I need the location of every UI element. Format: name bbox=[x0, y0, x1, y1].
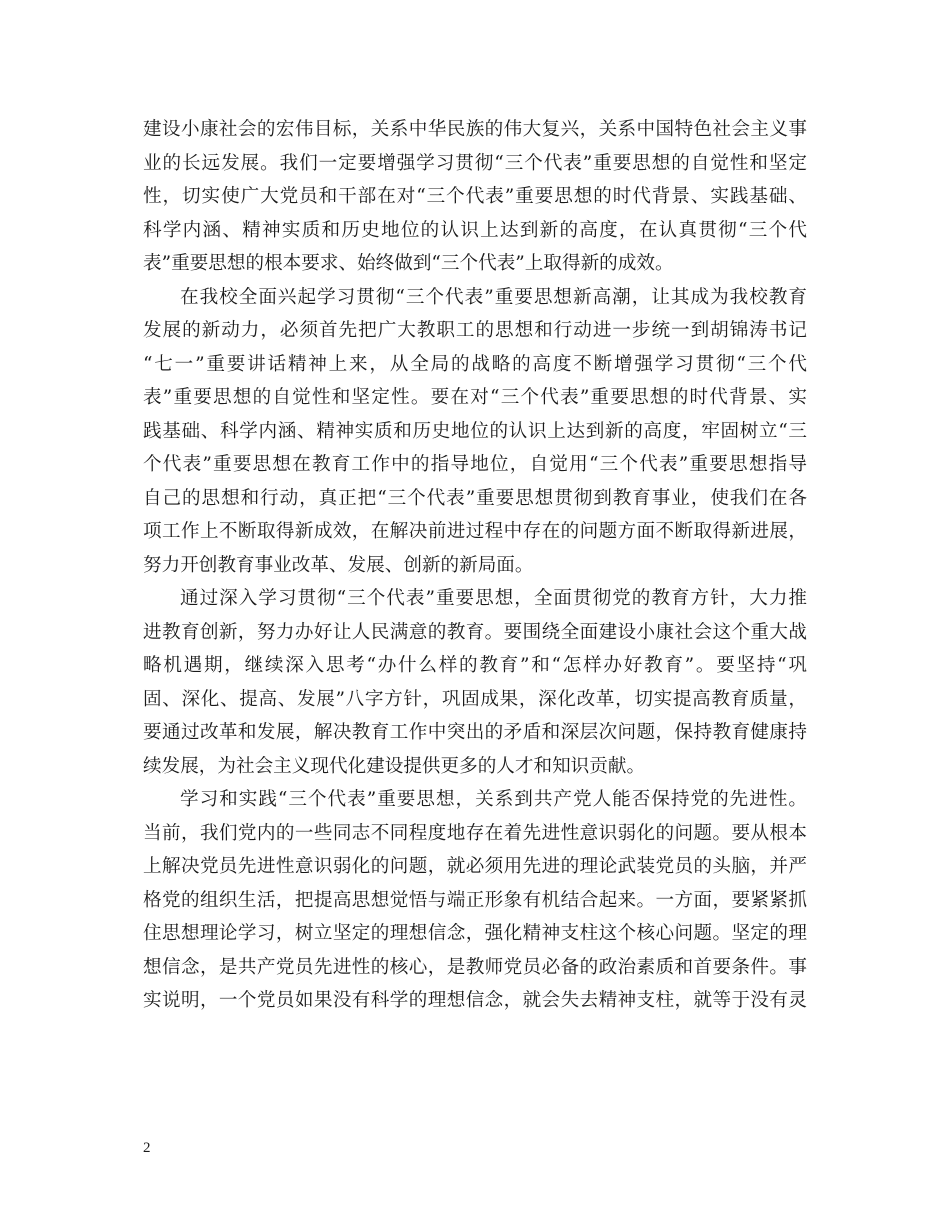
text-line: 表”重要思想的自觉性和坚定性。要在对“三个代表”重要思想的时代背景、实 bbox=[143, 387, 807, 408]
text-line: 当前，我们党内的一些同志不同程度地存在着先进性意识弱化的问题。要从根本 bbox=[143, 822, 807, 844]
text-line: 续发展，为社会主义现代化建设提供更多的人才和知识贡献。 bbox=[143, 755, 646, 777]
text-line: 科学内涵、精神实质和历史地位的认识上达到新的高度，在认真贯彻“三个代 bbox=[143, 219, 807, 241]
text-line: 通过深入学习贯彻“三个代表”重要思想，全面贯彻党的教育方针，大力推 bbox=[180, 588, 807, 609]
text-line: 践基础、科学内涵、精神实质和历史地位的认识上达到新的高度，牢固树立“三 bbox=[143, 420, 807, 442]
text-line: 上解决党员先进性意识弱化的问题，就必须用先进的理论武装党员的头脑，并严 bbox=[143, 856, 807, 877]
text-line: 固、深化、提高、发展”八字方针，巩固成果，深化改革，切实提高教育质量， bbox=[143, 688, 807, 710]
text-line: 在我校全面兴起学习贯彻“三个代表”重要思想新高潮，让其成为我校教育 bbox=[180, 286, 807, 308]
text-line: 进教育创新，努力办好让人民满意的教育。要围绕全面建设小康社会这个重大战 bbox=[143, 621, 807, 643]
body-text bbox=[143, 113, 807, 1018]
text-line: 努力开创教育事业改革、发展、创新的新局面。 bbox=[143, 554, 534, 576]
text-line: 发展的新动力，必须首先把广大教职工的思想和行动进一步统一到胡锦涛书记 bbox=[143, 320, 807, 341]
text-line: 学习和实践“三个代表”重要思想，关系到共产党人能否保持党的先进性。 bbox=[180, 789, 807, 810]
text-line: 性，切实使广大党员和干部在对“三个代表”重要思想的时代背景、实践基础、 bbox=[143, 186, 807, 207]
text-line: 格党的组织生活，把提高思想觉悟与端正形象有机结合起来。一方面，要紧紧抓 bbox=[143, 889, 807, 911]
text-line: 建设小康社会的宏伟目标，关系中华民族的伟大复兴，关系中国特色社会主义事 bbox=[143, 119, 807, 140]
text-line: 想信念，是共产党员先进性的核心，是教师党员必备的政治素质和首要条件。事 bbox=[143, 956, 807, 978]
text-line: 要通过改革和发展，解决教育工作中突出的矛盾和深层次问题，保持教育健康持 bbox=[143, 722, 807, 743]
text-line: 业的长远发展。我们一定要增强学习贯彻“三个代表”重要思想的自觉性和坚定 bbox=[143, 152, 807, 174]
text-line: 表”重要思想的根本要求、始终做到“三个代表”上取得新的成效。 bbox=[143, 253, 674, 274]
text-line: 个代表”重要思想在教育工作中的指导地位，自觉用“三个代表”重要思想指导 bbox=[143, 454, 807, 475]
text-line: 项工作上不断取得新成效，在解决前进过程中存在的问题方面不断取得新进展， bbox=[143, 521, 807, 542]
text-line: “七一”重要讲话精神上来，从全局的战略的高度不断增强学习贯彻“三个代 bbox=[143, 353, 807, 375]
text-line: 住思想理论学习，树立坚定的理想信念，强化精神支柱这个核心问题。坚定的理 bbox=[143, 923, 807, 944]
text-line: 自己的思想和行动，真正把“三个代表”重要思想贯彻到教育事业，使我们在各 bbox=[143, 487, 807, 509]
text-line: 略机遇期，继续深入思考“办什么样的教育”和“怎样办好教育”。要坚持“巩 bbox=[143, 655, 807, 676]
page-number: 2 bbox=[143, 1140, 151, 1156]
text-line: 实说明，一个党员如果没有科学的理想信念，就会失去精神支柱，就等于没有灵 bbox=[143, 990, 807, 1011]
